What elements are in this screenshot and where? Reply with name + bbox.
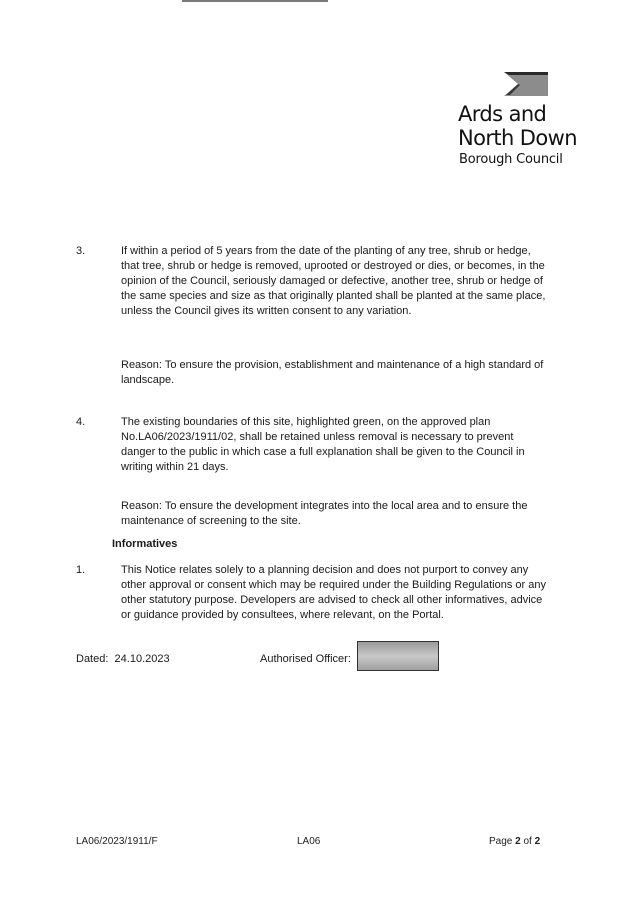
informatives-heading: Informatives [112, 538, 178, 550]
informative-text: This Notice relates solely to a planning decision and does not purport to convey any other approval or consent which may be required under the Building Regulations or any other statutory purpose. Developers are advised to check all other informatives, advice or guidance provided by consultees, where relevant, on the Portal. [121, 564, 546, 621]
condition-text: If within a period of 5 years from the date of the planting of any tree, shrub or hedge, that tree, shrub or hedge is removed, uprooted or destroyed or dies, or becomes, in the opinion of the Council, seriously damaged or defective, another tree, shrub or hedge of the same species and size as that originally planted shall be planted at the same place, unless the Council gives its written consent to any variation. [121, 245, 546, 317]
redacted-signature [357, 641, 439, 671]
informative-number: 1. [76, 564, 86, 576]
footer-reference: LA06/2023/1911/F [76, 836, 158, 847]
dated-label: Dated: [76, 653, 109, 665]
dated-value: 24.10.2023 [114, 653, 170, 665]
dated-line [76, 652, 170, 667]
logo-text-line1: Ards and [458, 102, 547, 126]
page-prefix: Page [489, 836, 516, 847]
footer-page-number [489, 836, 540, 847]
condition-number: 4. [76, 416, 86, 428]
condition-number: 3. [76, 245, 86, 257]
logo-text-line3: Borough Council [459, 152, 563, 167]
authorised-officer-label: Authorised Officer: [260, 653, 351, 665]
condition-text: The existing boundaries of this site, highlighted green, on the approved plan No.LA06/2023/1911/02, shall be retained unless removal is necessary to prevent danger to the public in which case a full explanation shall be given to the Council in writing within 21 days. [121, 416, 525, 473]
top-edge-bar [182, 0, 328, 2]
page-total: 2 [534, 836, 541, 847]
footer-office-code: LA06 [297, 836, 321, 847]
condition-reason: Reason: To ensure the development integrates into the local area and to ensure the maintenance of screening to the site. [121, 500, 528, 527]
page-current: 2 [515, 836, 521, 847]
flag-icon [504, 72, 548, 96]
logo-text-line2: North Down [458, 126, 577, 150]
condition-reason: Reason: To ensure the provision, establishment and maintenance of a high standard of landscape. [121, 359, 544, 386]
page-of: of [520, 836, 535, 847]
